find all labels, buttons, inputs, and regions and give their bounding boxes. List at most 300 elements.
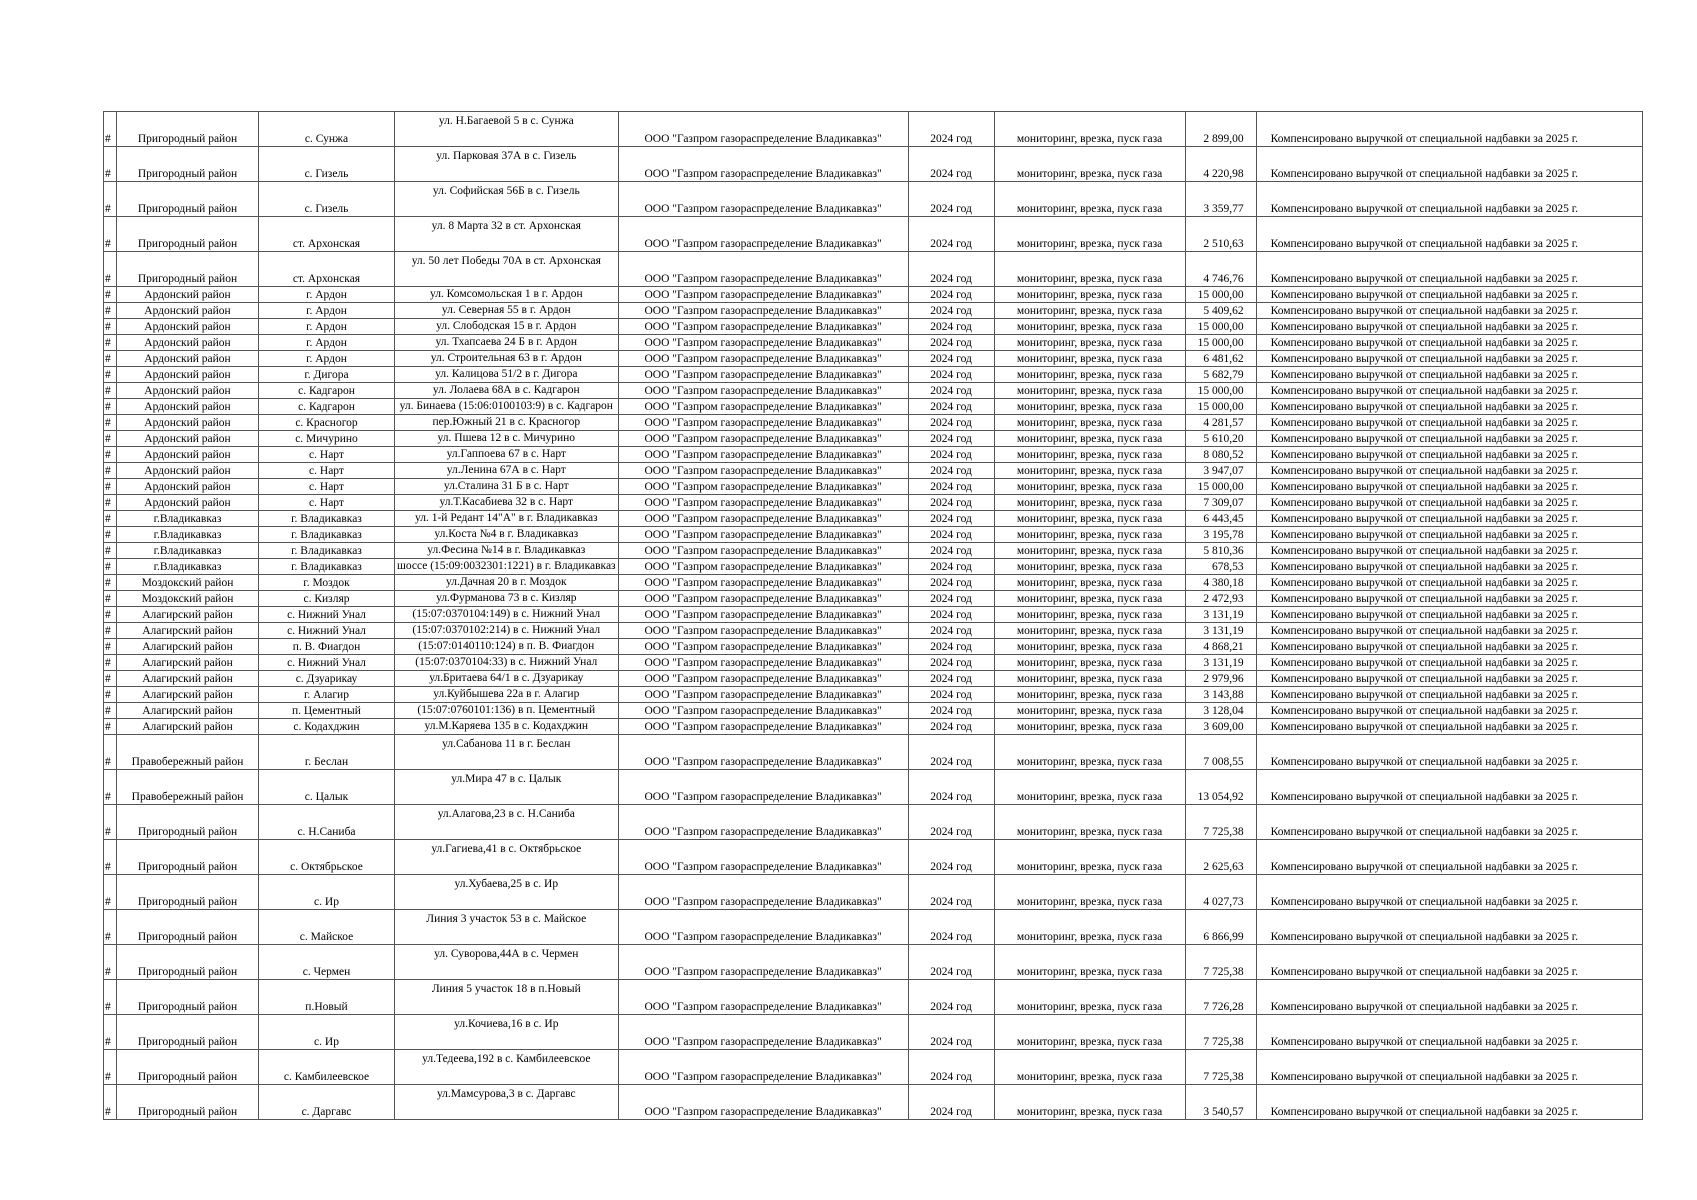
cost-cell[interactable]: 7 725,38 — [1185, 1015, 1256, 1050]
district-cell[interactable]: Ардонский район — [117, 415, 259, 431]
year-cell[interactable]: 2024 год — [908, 112, 994, 147]
year-cell[interactable]: 2024 год — [908, 575, 994, 591]
works-cell[interactable]: мониторинг, врезка, пуск газа — [994, 805, 1185, 840]
settlement-cell[interactable]: с. Кадгарон — [259, 399, 395, 415]
organization-cell[interactable]: ООО "Газпром газораспределение Владикавказ" — [618, 655, 908, 671]
year-cell[interactable]: 2024 год — [908, 367, 994, 383]
organization-cell[interactable]: ООО "Газпром газораспределение Владикавказ" — [618, 383, 908, 399]
organization-cell[interactable]: ООО "Газпром газораспределение Владикавказ" — [618, 447, 908, 463]
note-cell[interactable]: Компенсировано выручкой от специальной надбавки за 2025 г. — [1256, 735, 1642, 770]
works-cell[interactable]: мониторинг, врезка, пуск газа — [994, 479, 1185, 495]
address-cell[interactable]: ул. Н.Багаевой 5 в с. Сунжа — [395, 112, 619, 147]
note-cell[interactable]: Компенсировано выручкой от специальной надбавки за 2025 г. — [1256, 182, 1642, 217]
organization-cell[interactable]: ООО "Газпром газораспределение Владикавказ" — [618, 495, 908, 511]
cost-cell[interactable]: 678,53 — [1185, 559, 1256, 575]
note-cell[interactable]: Компенсировано выручкой от специальной надбавки за 2025 г. — [1256, 112, 1642, 147]
address-cell[interactable]: Линия 5 участок 18 в п.Новый — [395, 980, 619, 1015]
settlement-cell[interactable]: п. В. Фиагдон — [259, 639, 395, 655]
year-cell[interactable]: 2024 год — [908, 399, 994, 415]
settlement-cell[interactable]: г. Ардон — [259, 351, 395, 367]
row-number-cell[interactable]: # — [104, 495, 117, 511]
row-number-cell[interactable]: # — [104, 303, 117, 319]
address-cell[interactable]: ул.Коста №4 в г. Владикавказ — [395, 527, 619, 543]
year-cell[interactable]: 2024 год — [908, 591, 994, 607]
settlement-cell[interactable]: с. Дзуарикау — [259, 671, 395, 687]
settlement-cell[interactable]: г. Владикавказ — [259, 527, 395, 543]
settlement-cell[interactable]: г. Ардон — [259, 335, 395, 351]
organization-cell[interactable]: ООО "Газпром газораспределение Владикавказ" — [618, 303, 908, 319]
year-cell[interactable]: 2024 год — [908, 703, 994, 719]
year-cell[interactable]: 2024 год — [908, 303, 994, 319]
address-cell[interactable]: ул. Строительная 63 в г. Ардон — [395, 351, 619, 367]
address-cell[interactable]: (15:07:0370104:33) в с. Нижний Унал — [395, 655, 619, 671]
address-cell[interactable]: ул.М.Каряева 135 в с. Кодахджин — [395, 719, 619, 735]
organization-cell[interactable]: ООО "Газпром газораспределение Владикавказ" — [618, 719, 908, 735]
address-cell[interactable]: ул.Куйбышева 22а в г. Алагир — [395, 687, 619, 703]
cost-cell[interactable]: 7 725,38 — [1185, 1050, 1256, 1085]
district-cell[interactable]: Алагирский район — [117, 703, 259, 719]
organization-cell[interactable]: ООО "Газпром газораспределение Владикавказ" — [618, 252, 908, 287]
works-cell[interactable]: мониторинг, врезка, пуск газа — [994, 910, 1185, 945]
year-cell[interactable]: 2024 год — [908, 945, 994, 980]
organization-cell[interactable]: ООО "Газпром газораспределение Владикавказ" — [618, 1050, 908, 1085]
district-cell[interactable]: Пригородный район — [117, 910, 259, 945]
cost-cell[interactable]: 5 409,62 — [1185, 303, 1256, 319]
row-number-cell[interactable]: # — [104, 182, 117, 217]
settlement-cell[interactable]: с. Нарт — [259, 495, 395, 511]
cost-cell[interactable]: 4 220,98 — [1185, 147, 1256, 182]
organization-cell[interactable]: ООО "Газпром газораспределение Владикавказ" — [618, 770, 908, 805]
row-number-cell[interactable]: # — [104, 980, 117, 1015]
address-cell[interactable]: ул. Тхапсаева 24 Б в г. Ардон — [395, 335, 619, 351]
address-cell[interactable]: ул.Сталина 31 Б в с. Нарт — [395, 479, 619, 495]
district-cell[interactable]: Моздокский район — [117, 591, 259, 607]
row-number-cell[interactable]: # — [104, 1015, 117, 1050]
works-cell[interactable]: мониторинг, врезка, пуск газа — [994, 875, 1185, 910]
organization-cell[interactable]: ООО "Газпром газораспределение Владикавказ" — [618, 875, 908, 910]
year-cell[interactable]: 2024 год — [908, 910, 994, 945]
district-cell[interactable]: Пригородный район — [117, 840, 259, 875]
works-cell[interactable]: мониторинг, врезка, пуск газа — [994, 217, 1185, 252]
settlement-cell[interactable]: п.Новый — [259, 980, 395, 1015]
note-cell[interactable]: Компенсировано выручкой от специальной надбавки за 2025 г. — [1256, 479, 1642, 495]
organization-cell[interactable]: ООО "Газпром газораспределение Владикавказ" — [618, 840, 908, 875]
works-cell[interactable]: мониторинг, врезка, пуск газа — [994, 639, 1185, 655]
cost-cell[interactable]: 15 000,00 — [1185, 335, 1256, 351]
works-cell[interactable]: мониторинг, врезка, пуск газа — [994, 671, 1185, 687]
settlement-cell[interactable]: с. Нижний Унал — [259, 607, 395, 623]
address-cell[interactable]: ул. Софийская 56Б в с. Гизель — [395, 182, 619, 217]
note-cell[interactable]: Компенсировано выручкой от специальной надбавки за 2025 г. — [1256, 910, 1642, 945]
district-cell[interactable]: Ардонский район — [117, 463, 259, 479]
row-number-cell[interactable]: # — [104, 431, 117, 447]
year-cell[interactable]: 2024 год — [908, 719, 994, 735]
settlement-cell[interactable]: с. Нарт — [259, 447, 395, 463]
organization-cell[interactable]: ООО "Газпром газораспределение Владикавказ" — [618, 367, 908, 383]
settlement-cell[interactable]: г. Ардон — [259, 287, 395, 303]
year-cell[interactable]: 2024 год — [908, 463, 994, 479]
cost-cell[interactable]: 7 008,55 — [1185, 735, 1256, 770]
note-cell[interactable]: Компенсировано выручкой от специальной надбавки за 2025 г. — [1256, 415, 1642, 431]
organization-cell[interactable]: ООО "Газпром газораспределение Владикавказ" — [618, 1085, 908, 1120]
organization-cell[interactable]: ООО "Газпром газораспределение Владикавказ" — [618, 351, 908, 367]
note-cell[interactable]: Компенсировано выручкой от специальной надбавки за 2025 г. — [1256, 719, 1642, 735]
address-cell[interactable]: (15:07:0140110:124) в п. В. Фиагдон — [395, 639, 619, 655]
address-cell[interactable]: ул.Мамсурова,3 в с. Даргавс — [395, 1085, 619, 1120]
organization-cell[interactable]: ООО "Газпром газораспределение Владикавказ" — [618, 607, 908, 623]
address-cell[interactable]: ул.Сабанова 11 в г. Беслан — [395, 735, 619, 770]
district-cell[interactable]: г.Владикавказ — [117, 543, 259, 559]
district-cell[interactable]: Ардонский район — [117, 495, 259, 511]
works-cell[interactable]: мониторинг, врезка, пуск газа — [994, 607, 1185, 623]
address-cell[interactable]: ул. 8 Марта 32 в ст. Архонская — [395, 217, 619, 252]
organization-cell[interactable]: ООО "Газпром газораспределение Владикавказ" — [618, 112, 908, 147]
cost-cell[interactable]: 15 000,00 — [1185, 383, 1256, 399]
works-cell[interactable]: мониторинг, врезка, пуск газа — [994, 770, 1185, 805]
works-cell[interactable]: мониторинг, врезка, пуск газа — [994, 527, 1185, 543]
year-cell[interactable]: 2024 год — [908, 217, 994, 252]
row-number-cell[interactable]: # — [104, 287, 117, 303]
works-cell[interactable]: мониторинг, врезка, пуск газа — [994, 367, 1185, 383]
cost-cell[interactable]: 7 725,38 — [1185, 805, 1256, 840]
row-number-cell[interactable]: # — [104, 511, 117, 527]
district-cell[interactable]: Ардонский район — [117, 383, 259, 399]
settlement-cell[interactable]: г. Владикавказ — [259, 559, 395, 575]
address-cell[interactable]: ул.Алагова,23 в с. Н.Саниба — [395, 805, 619, 840]
cost-cell[interactable]: 3 540,57 — [1185, 1085, 1256, 1120]
row-number-cell[interactable]: # — [104, 559, 117, 575]
note-cell[interactable]: Компенсировано выручкой от специальной надбавки за 2025 г. — [1256, 335, 1642, 351]
note-cell[interactable]: Компенсировано выручкой от специальной надбавки за 2025 г. — [1256, 383, 1642, 399]
cost-cell[interactable]: 4 027,73 — [1185, 875, 1256, 910]
district-cell[interactable]: Алагирский район — [117, 719, 259, 735]
settlement-cell[interactable]: г. Моздок — [259, 575, 395, 591]
year-cell[interactable]: 2024 год — [908, 511, 994, 527]
settlement-cell[interactable]: г. Алагир — [259, 687, 395, 703]
address-cell[interactable]: ул.Дачная 20 в г. Моздок — [395, 575, 619, 591]
works-cell[interactable]: мониторинг, врезка, пуск газа — [994, 1050, 1185, 1085]
cost-cell[interactable]: 2 899,00 — [1185, 112, 1256, 147]
row-number-cell[interactable]: # — [104, 910, 117, 945]
address-cell[interactable]: ул. Лолаева 68А в с. Кадгарон — [395, 383, 619, 399]
row-number-cell[interactable]: # — [104, 719, 117, 735]
settlement-cell[interactable]: с. Красногор — [259, 415, 395, 431]
cost-cell[interactable]: 5 682,79 — [1185, 367, 1256, 383]
row-number-cell[interactable]: # — [104, 335, 117, 351]
settlement-cell[interactable]: с. Нижний Унал — [259, 623, 395, 639]
cost-cell[interactable]: 3 131,19 — [1185, 655, 1256, 671]
district-cell[interactable]: Правобережный район — [117, 735, 259, 770]
cost-cell[interactable]: 15 000,00 — [1185, 479, 1256, 495]
works-cell[interactable]: мониторинг, врезка, пуск газа — [994, 431, 1185, 447]
year-cell[interactable]: 2024 год — [908, 431, 994, 447]
row-number-cell[interactable]: # — [104, 463, 117, 479]
year-cell[interactable]: 2024 год — [908, 980, 994, 1015]
organization-cell[interactable]: ООО "Газпром газораспределение Владикавказ" — [618, 623, 908, 639]
cost-cell[interactable]: 7 726,28 — [1185, 980, 1256, 1015]
year-cell[interactable]: 2024 год — [908, 687, 994, 703]
district-cell[interactable]: Моздокский район — [117, 575, 259, 591]
cost-cell[interactable]: 3 359,77 — [1185, 182, 1256, 217]
organization-cell[interactable]: ООО "Газпром газораспределение Владикавказ" — [618, 703, 908, 719]
settlement-cell[interactable]: с. Майское — [259, 910, 395, 945]
cost-cell[interactable]: 3 131,19 — [1185, 623, 1256, 639]
note-cell[interactable]: Компенсировано выручкой от специальной надбавки за 2025 г. — [1256, 980, 1642, 1015]
district-cell[interactable]: Правобережный район — [117, 770, 259, 805]
works-cell[interactable]: мониторинг, врезка, пуск газа — [994, 319, 1185, 335]
row-number-cell[interactable]: # — [104, 687, 117, 703]
cost-cell[interactable]: 3 128,04 — [1185, 703, 1256, 719]
settlement-cell[interactable]: с. Нарт — [259, 479, 395, 495]
works-cell[interactable]: мониторинг, врезка, пуск газа — [994, 945, 1185, 980]
cost-cell[interactable]: 15 000,00 — [1185, 319, 1256, 335]
year-cell[interactable]: 2024 год — [908, 335, 994, 351]
note-cell[interactable]: Компенсировано выручкой от специальной надбавки за 2025 г. — [1256, 495, 1642, 511]
cost-cell[interactable]: 3 131,19 — [1185, 607, 1256, 623]
note-cell[interactable]: Компенсировано выручкой от специальной надбавки за 2025 г. — [1256, 1015, 1642, 1050]
cost-cell[interactable]: 2 625,63 — [1185, 840, 1256, 875]
year-cell[interactable]: 2024 год — [908, 252, 994, 287]
works-cell[interactable]: мониторинг, врезка, пуск газа — [994, 287, 1185, 303]
district-cell[interactable]: Пригородный район — [117, 1050, 259, 1085]
settlement-cell[interactable]: с. Даргавс — [259, 1085, 395, 1120]
address-cell[interactable]: пер.Южный 21 в с. Красногор — [395, 415, 619, 431]
year-cell[interactable]: 2024 год — [908, 770, 994, 805]
address-cell[interactable]: ул.Хубаева,25 в с. Ир — [395, 875, 619, 910]
settlement-cell[interactable]: ст. Архонская — [259, 217, 395, 252]
note-cell[interactable]: Компенсировано выручкой от специальной надбавки за 2025 г. — [1256, 875, 1642, 910]
year-cell[interactable]: 2024 год — [908, 319, 994, 335]
year-cell[interactable]: 2024 год — [908, 527, 994, 543]
year-cell[interactable]: 2024 год — [908, 415, 994, 431]
year-cell[interactable]: 2024 год — [908, 840, 994, 875]
organization-cell[interactable]: ООО "Газпром газораспределение Владикавказ" — [618, 805, 908, 840]
row-number-cell[interactable]: # — [104, 319, 117, 335]
district-cell[interactable]: г.Владикавказ — [117, 511, 259, 527]
row-number-cell[interactable]: # — [104, 655, 117, 671]
note-cell[interactable]: Компенсировано выручкой от специальной надбавки за 2025 г. — [1256, 399, 1642, 415]
year-cell[interactable]: 2024 год — [908, 1050, 994, 1085]
organization-cell[interactable]: ООО "Газпром газораспределение Владикавказ" — [618, 431, 908, 447]
row-number-cell[interactable]: # — [104, 639, 117, 655]
year-cell[interactable]: 2024 год — [908, 147, 994, 182]
year-cell[interactable]: 2024 год — [908, 543, 994, 559]
year-cell[interactable]: 2024 год — [908, 805, 994, 840]
year-cell[interactable]: 2024 год — [908, 1085, 994, 1120]
note-cell[interactable]: Компенсировано выручкой от специальной надбавки за 2025 г. — [1256, 805, 1642, 840]
year-cell[interactable]: 2024 год — [908, 383, 994, 399]
address-cell[interactable]: ул.Фесина №14 в г. Владикавказ — [395, 543, 619, 559]
organization-cell[interactable]: ООО "Газпром газораспределение Владикавказ" — [618, 479, 908, 495]
note-cell[interactable]: Компенсировано выручкой от специальной надбавки за 2025 г. — [1256, 367, 1642, 383]
note-cell[interactable]: Компенсировано выручкой от специальной надбавки за 2025 г. — [1256, 463, 1642, 479]
year-cell[interactable]: 2024 год — [908, 655, 994, 671]
organization-cell[interactable]: ООО "Газпром газораспределение Владикавказ" — [618, 463, 908, 479]
note-cell[interactable]: Компенсировано выручкой от специальной надбавки за 2025 г. — [1256, 623, 1642, 639]
district-cell[interactable]: Пригородный район — [117, 217, 259, 252]
cost-cell[interactable]: 13 054,92 — [1185, 770, 1256, 805]
organization-cell[interactable]: ООО "Газпром газораспределение Владикавказ" — [618, 980, 908, 1015]
note-cell[interactable]: Компенсировано выручкой от специальной надбавки за 2025 г. — [1256, 671, 1642, 687]
cost-cell[interactable]: 5 610,20 — [1185, 431, 1256, 447]
district-cell[interactable]: Пригородный район — [117, 1015, 259, 1050]
note-cell[interactable]: Компенсировано выручкой от специальной надбавки за 2025 г. — [1256, 527, 1642, 543]
organization-cell[interactable]: ООО "Газпром газораспределение Владикавказ" — [618, 147, 908, 182]
works-cell[interactable]: мониторинг, врезка, пуск газа — [994, 719, 1185, 735]
district-cell[interactable]: Пригородный район — [117, 1085, 259, 1120]
organization-cell[interactable]: ООО "Газпром газораспределение Владикавказ" — [618, 182, 908, 217]
settlement-cell[interactable]: г. Владикавказ — [259, 543, 395, 559]
district-cell[interactable]: Ардонский район — [117, 351, 259, 367]
year-cell[interactable]: 2024 год — [908, 351, 994, 367]
cost-cell[interactable]: 7 725,38 — [1185, 945, 1256, 980]
works-cell[interactable]: мониторинг, врезка, пуск газа — [994, 495, 1185, 511]
year-cell[interactable]: 2024 год — [908, 623, 994, 639]
organization-cell[interactable]: ООО "Газпром газораспределение Владикавказ" — [618, 639, 908, 655]
note-cell[interactable]: Компенсировано выручкой от специальной надбавки за 2025 г. — [1256, 147, 1642, 182]
works-cell[interactable]: мониторинг, врезка, пуск газа — [994, 575, 1185, 591]
district-cell[interactable]: Ардонский район — [117, 287, 259, 303]
row-number-cell[interactable]: # — [104, 447, 117, 463]
organization-cell[interactable]: ООО "Газпром газораспределение Владикавказ" — [618, 287, 908, 303]
note-cell[interactable]: Компенсировано выручкой от специальной надбавки за 2025 г. — [1256, 319, 1642, 335]
note-cell[interactable]: Компенсировано выручкой от специальной надбавки за 2025 г. — [1256, 607, 1642, 623]
note-cell[interactable]: Компенсировано выручкой от специальной надбавки за 2025 г. — [1256, 252, 1642, 287]
address-cell[interactable]: ул. Парковая 37А в с. Гизель — [395, 147, 619, 182]
row-number-cell[interactable]: # — [104, 840, 117, 875]
address-cell[interactable]: ул.Кочиева,16 в с. Ир — [395, 1015, 619, 1050]
district-cell[interactable]: Алагирский район — [117, 639, 259, 655]
district-cell[interactable]: Алагирский район — [117, 623, 259, 639]
note-cell[interactable]: Компенсировано выручкой от специальной надбавки за 2025 г. — [1256, 559, 1642, 575]
address-cell[interactable]: ул. Калицова 51/2 в г. Дигора — [395, 367, 619, 383]
district-cell[interactable]: г.Владикавказ — [117, 527, 259, 543]
note-cell[interactable]: Компенсировано выручкой от специальной надбавки за 2025 г. — [1256, 575, 1642, 591]
row-number-cell[interactable]: # — [104, 945, 117, 980]
cost-cell[interactable]: 5 810,36 — [1185, 543, 1256, 559]
works-cell[interactable]: мониторинг, врезка, пуск газа — [994, 980, 1185, 1015]
row-number-cell[interactable]: # — [104, 399, 117, 415]
settlement-cell[interactable]: п. Цементный — [259, 703, 395, 719]
row-number-cell[interactable]: # — [104, 1050, 117, 1085]
row-number-cell[interactable]: # — [104, 805, 117, 840]
row-number-cell[interactable]: # — [104, 112, 117, 147]
settlement-cell[interactable]: с. Мичурино — [259, 431, 395, 447]
district-cell[interactable]: Пригородный район — [117, 147, 259, 182]
address-cell[interactable]: Линия 3 участок 53 в с. Майское — [395, 910, 619, 945]
row-number-cell[interactable]: # — [104, 575, 117, 591]
cost-cell[interactable]: 4 868,21 — [1185, 639, 1256, 655]
organization-cell[interactable]: ООО "Газпром газораспределение Владикавказ" — [618, 319, 908, 335]
district-cell[interactable]: Ардонский район — [117, 367, 259, 383]
row-number-cell[interactable]: # — [104, 735, 117, 770]
organization-cell[interactable]: ООО "Газпром газораспределение Владикавказ" — [618, 335, 908, 351]
district-cell[interactable]: Ардонский район — [117, 447, 259, 463]
row-number-cell[interactable]: # — [104, 543, 117, 559]
note-cell[interactable]: Компенсировано выручкой от специальной надбавки за 2025 г. — [1256, 431, 1642, 447]
row-number-cell[interactable]: # — [104, 703, 117, 719]
row-number-cell[interactable]: # — [104, 671, 117, 687]
settlement-cell[interactable]: ст. Архонская — [259, 252, 395, 287]
cost-cell[interactable]: 15 000,00 — [1185, 287, 1256, 303]
organization-cell[interactable]: ООО "Газпром газораспределение Владикавказ" — [618, 575, 908, 591]
organization-cell[interactable]: ООО "Газпром газораспределение Владикавказ" — [618, 1015, 908, 1050]
organization-cell[interactable]: ООО "Газпром газораспределение Владикавказ" — [618, 945, 908, 980]
year-cell[interactable]: 2024 год — [908, 287, 994, 303]
address-cell[interactable]: ул. Комсомольская 1 в г. Ардон — [395, 287, 619, 303]
year-cell[interactable]: 2024 год — [908, 479, 994, 495]
works-cell[interactable]: мониторинг, врезка, пуск газа — [994, 1085, 1185, 1120]
cost-cell[interactable]: 2 510,63 — [1185, 217, 1256, 252]
cost-cell[interactable]: 3 947,07 — [1185, 463, 1256, 479]
note-cell[interactable]: Компенсировано выручкой от специальной надбавки за 2025 г. — [1256, 591, 1642, 607]
cost-cell[interactable]: 8 080,52 — [1185, 447, 1256, 463]
year-cell[interactable]: 2024 год — [908, 495, 994, 511]
works-cell[interactable]: мониторинг, врезка, пуск газа — [994, 335, 1185, 351]
row-number-cell[interactable]: # — [104, 591, 117, 607]
settlement-cell[interactable]: с. Нарт — [259, 463, 395, 479]
district-cell[interactable]: Ардонский район — [117, 399, 259, 415]
works-cell[interactable]: мониторинг, врезка, пуск газа — [994, 252, 1185, 287]
district-cell[interactable]: Алагирский район — [117, 671, 259, 687]
row-number-cell[interactable]: # — [104, 252, 117, 287]
address-cell[interactable]: ул. 1-й Редант 14"А" в г. Владикавказ — [395, 511, 619, 527]
district-cell[interactable]: Пригородный район — [117, 182, 259, 217]
cost-cell[interactable]: 6 866,99 — [1185, 910, 1256, 945]
district-cell[interactable]: Пригородный район — [117, 980, 259, 1015]
year-cell[interactable]: 2024 год — [908, 447, 994, 463]
year-cell[interactable]: 2024 год — [908, 559, 994, 575]
works-cell[interactable]: мониторинг, врезка, пуск газа — [994, 703, 1185, 719]
district-cell[interactable]: Алагирский район — [117, 607, 259, 623]
works-cell[interactable]: мониторинг, врезка, пуск газа — [994, 559, 1185, 575]
organization-cell[interactable]: ООО "Газпром газораспределение Владикавказ" — [618, 687, 908, 703]
works-cell[interactable]: мониторинг, врезка, пуск газа — [994, 655, 1185, 671]
works-cell[interactable]: мониторинг, врезка, пуск газа — [994, 543, 1185, 559]
cost-cell[interactable]: 3 195,78 — [1185, 527, 1256, 543]
organization-cell[interactable]: ООО "Газпром газораспределение Владикавказ" — [618, 217, 908, 252]
year-cell[interactable]: 2024 год — [908, 735, 994, 770]
year-cell[interactable]: 2024 год — [908, 639, 994, 655]
address-cell[interactable]: ул. Пшева 12 в с. Мичурино — [395, 431, 619, 447]
district-cell[interactable]: Алагирский район — [117, 655, 259, 671]
works-cell[interactable]: мониторинг, врезка, пуск газа — [994, 182, 1185, 217]
cost-cell[interactable]: 6 443,45 — [1185, 511, 1256, 527]
settlement-cell[interactable]: г. Ардон — [259, 319, 395, 335]
works-cell[interactable]: мониторинг, врезка, пуск газа — [994, 303, 1185, 319]
note-cell[interactable]: Компенсировано выручкой от специальной надбавки за 2025 г. — [1256, 511, 1642, 527]
settlement-cell[interactable]: г. Дигора — [259, 367, 395, 383]
settlement-cell[interactable]: г. Беслан — [259, 735, 395, 770]
note-cell[interactable]: Компенсировано выручкой от специальной надбавки за 2025 г. — [1256, 703, 1642, 719]
note-cell[interactable]: Компенсировано выручкой от специальной надбавки за 2025 г. — [1256, 1085, 1642, 1120]
works-cell[interactable]: мониторинг, врезка, пуск газа — [994, 1015, 1185, 1050]
cost-cell[interactable]: 15 000,00 — [1185, 399, 1256, 415]
works-cell[interactable]: мониторинг, врезка, пуск газа — [994, 447, 1185, 463]
address-cell[interactable]: ул.Гаппоева 67 в с. Нарт — [395, 447, 619, 463]
district-cell[interactable]: Ардонский район — [117, 479, 259, 495]
row-number-cell[interactable]: # — [104, 351, 117, 367]
year-cell[interactable]: 2024 год — [908, 1015, 994, 1050]
row-number-cell[interactable]: # — [104, 875, 117, 910]
cost-cell[interactable]: 4 281,57 — [1185, 415, 1256, 431]
works-cell[interactable]: мониторинг, врезка, пуск газа — [994, 511, 1185, 527]
district-cell[interactable]: г.Владикавказ — [117, 559, 259, 575]
settlement-cell[interactable]: с. Кодахджин — [259, 719, 395, 735]
district-cell[interactable]: Пригородный район — [117, 112, 259, 147]
note-cell[interactable]: Компенсировано выручкой от специальной надбавки за 2025 г. — [1256, 543, 1642, 559]
note-cell[interactable]: Компенсировано выручкой от специальной надбавки за 2025 г. — [1256, 655, 1642, 671]
